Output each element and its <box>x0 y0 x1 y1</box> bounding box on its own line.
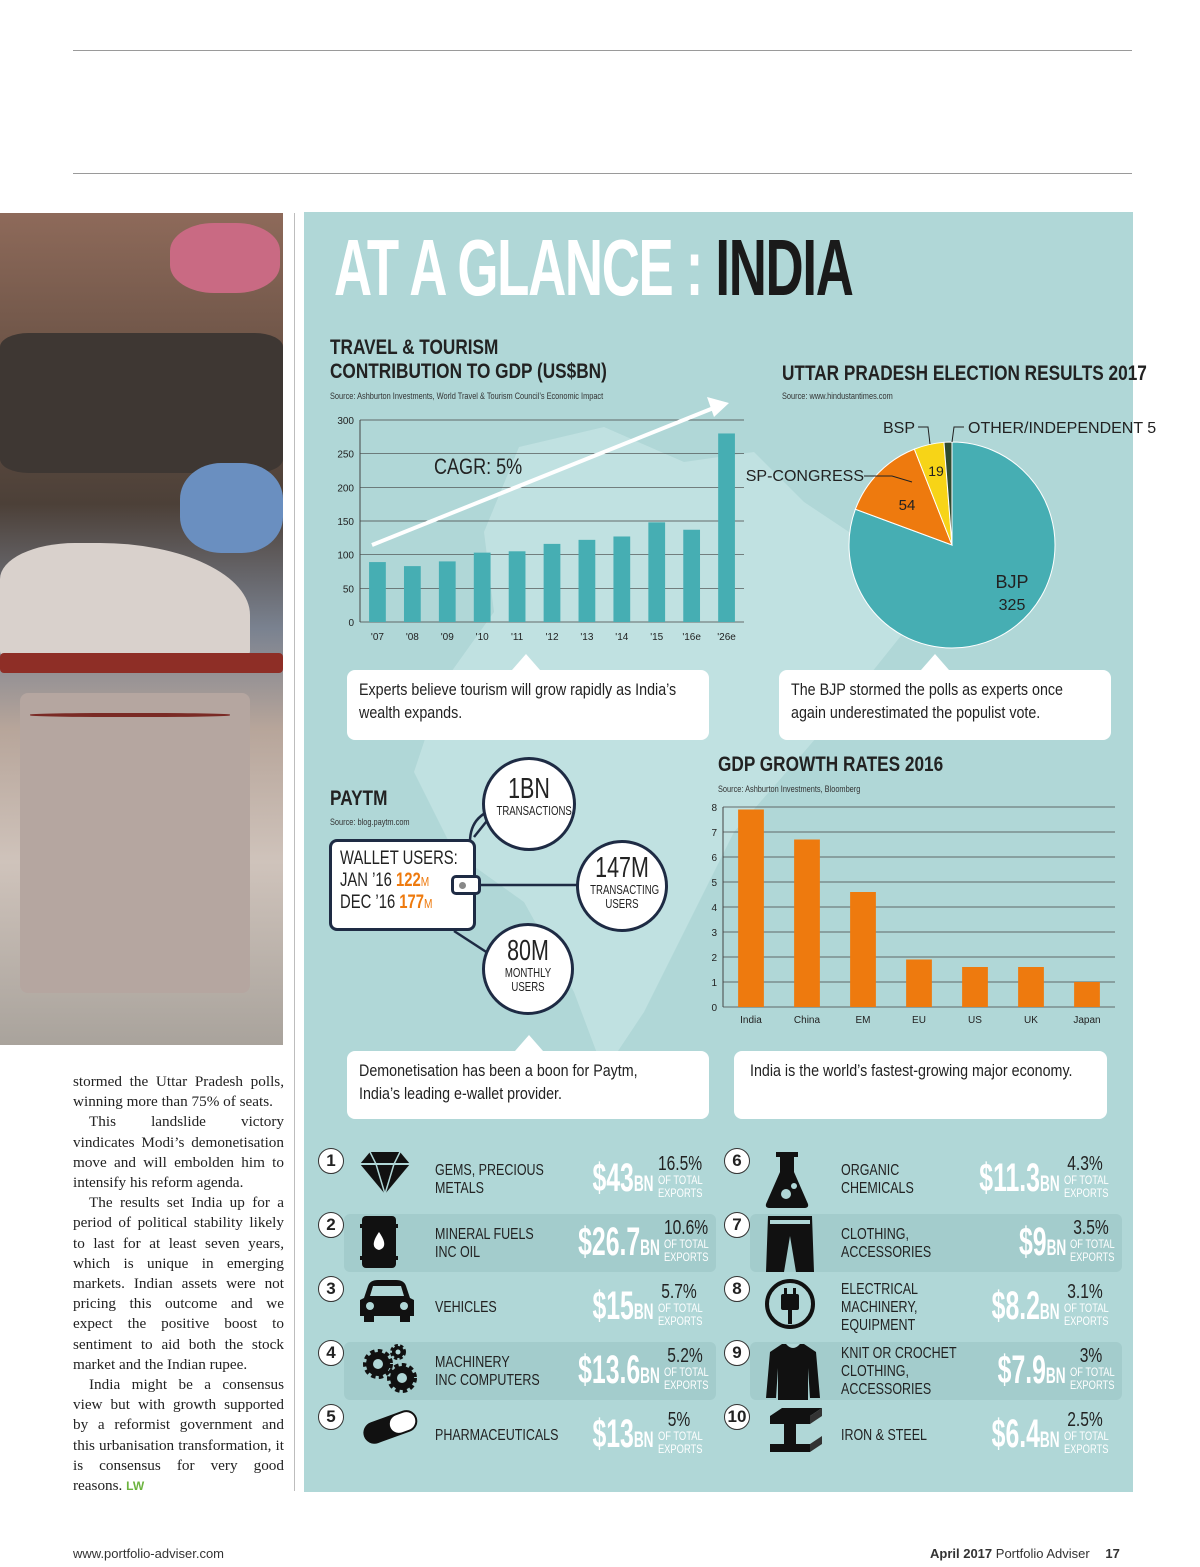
election-heading: UTTAR PRADESH ELECTION RESULTS 2017 <box>782 362 1147 385</box>
y-tick-label: 4 <box>711 903 717 914</box>
top-exports-list <box>304 1150 1133 1480</box>
y-tick-label: 1 <box>711 978 717 989</box>
y-tick-label: 0 <box>711 1003 717 1014</box>
export-rank-badge: 2 <box>318 1212 344 1238</box>
x-tick-label: EM <box>855 1015 871 1026</box>
wallet-users-label: WALLET USERS: <box>340 848 458 869</box>
flask-icon <box>764 1150 810 1215</box>
x-tick-label: India <box>740 1015 762 1026</box>
title-part-2: INDIA <box>715 223 853 312</box>
column-divider <box>294 213 295 1491</box>
article-paragraph: India might be a consensus view but with growth supported by a reformist government and this urbanisation transformation, it is consensus for very good reasons. LW <box>73 1376 284 1495</box>
tourism-heading-line1: TRAVEL & TOURISM <box>330 336 499 359</box>
x-tick-label: '26e <box>717 632 736 643</box>
header-rule <box>73 173 1132 174</box>
bar <box>738 810 764 1008</box>
x-tick-label: '10 <box>475 632 489 643</box>
x-tick-label: US <box>968 1015 982 1026</box>
export-category-label: PHARMACEUTICALS <box>435 1427 559 1444</box>
author-initials: LW <box>126 1479 145 1494</box>
plug-icon <box>764 1278 816 1335</box>
bar <box>962 967 988 1007</box>
y-tick-label: 100 <box>337 550 354 562</box>
export-share: 5.2% OF TOTAL EXPORTS <box>663 1345 709 1392</box>
x-tick-label: EU <box>912 1015 926 1026</box>
export-row <box>316 1150 710 1208</box>
transactions-circle: 1BN TRANSACTIONS <box>482 757 576 851</box>
bar <box>1018 967 1044 1007</box>
export-rank-badge: 7 <box>724 1212 750 1238</box>
monthly-users-circle: 80M MONTHLY USERS <box>482 923 574 1015</box>
export-rank-badge: 1 <box>318 1148 344 1174</box>
export-rank-badge: 3 <box>318 1276 344 1302</box>
export-category-label: MINERAL FUELS INC OIL <box>435 1226 534 1261</box>
y-tick-label: 250 <box>337 449 354 461</box>
export-row <box>326 1342 716 1400</box>
paytm-heading: PAYTM <box>330 787 388 810</box>
export-rank-badge: 5 <box>318 1404 344 1430</box>
export-share: 16.5% OF TOTAL EXPORTS <box>657 1153 703 1200</box>
bar <box>1074 982 1100 1007</box>
y-tick-label: 6 <box>711 853 717 864</box>
pie-value-sp: 54 <box>898 497 916 514</box>
article-paragraph: stormed the Uttar Pradesh polls, winning more than 75% of seats. <box>73 1073 284 1111</box>
tourism-heading-line2: CONTRIBUTION TO GDP (US$BN) <box>330 360 607 383</box>
street-market-photo <box>0 213 283 1045</box>
gdp-source: Source: Ashburton Investments, Bloomberg <box>718 784 861 794</box>
car-icon <box>358 1278 416 1329</box>
export-rank-badge: 9 <box>724 1340 750 1366</box>
gears-icon <box>358 1342 420 1403</box>
export-share: 4.3% OF TOTAL EXPORTS <box>1063 1153 1109 1200</box>
y-tick-label: 200 <box>337 483 354 495</box>
wallet-dec: DEC ’16 177M <box>340 892 433 913</box>
gdp-bar-chart <box>699 797 1124 1027</box>
article-body <box>73 1072 284 1496</box>
pie-label-other: OTHER/INDEPENDENT 5 <box>968 420 1157 437</box>
export-share: 10.6% OF TOTAL EXPORTS <box>663 1217 709 1264</box>
y-tick-label: 150 <box>337 517 354 528</box>
export-rank-badge: 10 <box>724 1404 750 1430</box>
tourism-source: Source: Ashburton Investments, World Travel & Tourism Council’s Economic Impact <box>330 391 604 401</box>
y-tick-label: 2 <box>711 953 717 964</box>
export-value: $43BN <box>592 1156 654 1200</box>
export-value: $11.3BN <box>979 1156 1060 1200</box>
export-rank-badge: 4 <box>318 1340 344 1366</box>
export-share: 3% OF TOTAL EXPORTS <box>1069 1345 1115 1392</box>
bar <box>906 960 932 1008</box>
wallet-jan: JAN ’16 122M <box>340 870 430 891</box>
export-value: $13.6BN <box>578 1348 660 1392</box>
export-category-label: ORGANIC CHEMICALS <box>841 1162 914 1197</box>
x-tick-label: '08 <box>405 632 419 643</box>
export-share: 3.5% OF TOTAL EXPORTS <box>1069 1217 1115 1264</box>
title-part-1: AT A GLANCE : <box>334 223 716 312</box>
y-tick-label: 3 <box>711 928 717 939</box>
export-category-label: MACHINERY INC COMPUTERS <box>435 1354 540 1389</box>
sweater-icon <box>764 1342 822 1407</box>
diamond-icon <box>358 1150 412 1201</box>
x-tick-label: '14 <box>615 632 629 643</box>
export-value: $26.7BN <box>578 1220 660 1264</box>
pie-label-bsp: BSP <box>882 420 915 437</box>
gdp-callout: India is the world’s fastest-growing major economy. <box>734 1051 1107 1119</box>
footer-website[interactable]: www.portfolio-adviser.com <box>73 1546 224 1561</box>
election-callout: The BJP stormed the polls as experts once again underestimated the populist vote. <box>779 670 1111 740</box>
export-share: 5% OF TOTAL EXPORTS <box>657 1409 703 1456</box>
steel-beam-icon <box>764 1406 828 1463</box>
export-value: $13BN <box>592 1412 654 1456</box>
wallet-users-box <box>329 839 476 931</box>
export-row <box>722 1150 1116 1208</box>
footer-issue: April 2017 Portfolio Adviser 17 <box>930 1546 1120 1561</box>
export-share: 5.7% OF TOTAL EXPORTS <box>657 1281 703 1328</box>
export-row <box>732 1214 1122 1272</box>
paytm-source: Source: blog.paytm.com <box>330 817 410 827</box>
export-row <box>316 1278 710 1336</box>
export-row <box>722 1278 1116 1336</box>
x-tick-label: China <box>793 1015 821 1026</box>
export-value: $9BN <box>1018 1220 1066 1264</box>
pie-value-bsp: 19 <box>928 463 944 479</box>
y-tick-label: 7 <box>711 828 717 839</box>
export-category-label: ELECTRICAL MACHINERY, EQUIPMENT <box>841 1281 918 1334</box>
x-tick-label: '13 <box>580 632 594 643</box>
gdp-heading: GDP GROWTH RATES 2016 <box>718 753 944 776</box>
x-tick-label: '09 <box>440 632 454 643</box>
export-share: 2.5% OF TOTAL EXPORTS <box>1063 1409 1109 1456</box>
export-category-label: KNIT OR CROCHET CLOTHING, ACCESSORIES <box>841 1345 957 1398</box>
y-tick-label: 8 <box>711 803 717 814</box>
export-category-label: CLOTHING, ACCESSORIES <box>841 1226 932 1261</box>
bar <box>850 892 876 1007</box>
export-category-label: IRON & STEEL <box>841 1427 927 1444</box>
election-source: Source: www.hindustantimes.com <box>782 391 893 401</box>
export-value: $6.4BN <box>992 1412 1060 1456</box>
x-tick-label: '07 <box>370 632 384 643</box>
export-share: 3.1% OF TOTAL EXPORTS <box>1063 1281 1109 1328</box>
x-tick-label: '16e <box>682 632 701 643</box>
export-value: $8.2BN <box>992 1284 1060 1328</box>
pie-value-bjp: 325 <box>998 597 1026 614</box>
y-tick-label: 0 <box>348 618 354 629</box>
export-row <box>316 1406 710 1464</box>
x-tick-label: '12 <box>545 632 559 643</box>
x-tick-label: '11 <box>510 632 524 643</box>
oil-barrel-icon <box>358 1214 400 1275</box>
export-row <box>732 1342 1122 1400</box>
x-tick-label: Japan <box>1073 1015 1101 1026</box>
cagr-label: CAGR: 5% <box>434 454 523 479</box>
x-tick-label: '15 <box>650 632 664 643</box>
infographic-panel <box>304 212 1157 1492</box>
article-paragraph: This landslide victory vindicates Modi’s demonetisation move and will embolden him to intensify his reform agenda. <box>73 1113 284 1192</box>
pie-label-bjp: BJP <box>995 572 1029 592</box>
export-category-label: GEMS, PRECIOUS METALS <box>435 1162 544 1197</box>
trousers-icon <box>764 1214 816 1279</box>
y-tick-label: 50 <box>342 584 354 596</box>
export-row <box>722 1406 1116 1464</box>
export-row <box>326 1214 716 1272</box>
export-value: $15BN <box>592 1284 654 1328</box>
y-tick-label: 5 <box>711 878 717 889</box>
pie-label-sp: SP-CONGRESS <box>745 468 864 485</box>
pill-icon <box>358 1406 422 1451</box>
callout-pointer <box>515 1035 543 1051</box>
export-category-label: VEHICLES <box>435 1299 497 1316</box>
article-paragraph: The results set India up for a period of political stability likely to last for at least seven years, which is unique in emerging markets. Indian assets were not pricing this outcome and we expect the positive boost to sentiment to aid both the stock market and the Indian rupee. <box>73 1194 284 1373</box>
tourism-callout: Experts believe tourism will grow rapidly as India’s wealth expands. <box>347 670 709 740</box>
y-tick-label: 300 <box>337 416 354 427</box>
paytm-callout: Demonetisation has been a boon for Paytm, India’s leading e-wallet provider. <box>347 1051 709 1119</box>
export-value: $7.9BN <box>998 1348 1066 1392</box>
export-rank-badge: 6 <box>724 1148 750 1174</box>
wallet-clasp-icon <box>451 875 481 895</box>
x-tick-label: UK <box>1024 1015 1038 1026</box>
transacting-users-circle: 147M TRANSACTING USERS <box>576 840 668 932</box>
export-rank-badge: 8 <box>724 1276 750 1302</box>
top-rule <box>73 50 1132 51</box>
bar <box>794 840 820 1008</box>
